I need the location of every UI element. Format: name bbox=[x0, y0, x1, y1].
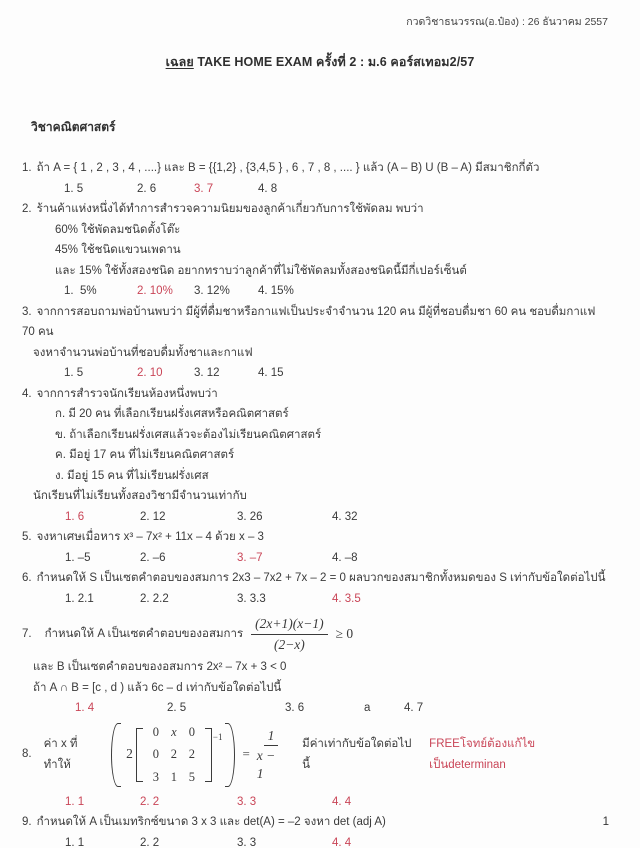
choice: 1. 2.1 bbox=[65, 592, 94, 605]
question-block-7 bbox=[22, 611, 610, 719]
matrix-cell: x bbox=[171, 724, 177, 739]
choices-row bbox=[22, 792, 610, 813]
question-block-4 bbox=[22, 384, 610, 528]
exam-title bbox=[0, 52, 640, 72]
choice: a bbox=[364, 702, 371, 714]
question-text: จากการสอบถามพ่อบ้านพบว่า มีผู้ที่ดื่มชาหรือกาแฟเป็นประจำจำนวน 120 คน มีผู้ที่ชอบดื่มชา 60 คน ชอบดื่มกาแฟ 70 คน bbox=[22, 305, 596, 338]
question-line bbox=[22, 678, 610, 699]
question-text: ค่า x ที่ทำให้ bbox=[43, 738, 78, 771]
question-number: 1. bbox=[22, 162, 32, 174]
header-note: กวดวิชาธนวรรณ(อ.ป๋อง) : 26 ธันวาคม 2557 bbox=[406, 16, 608, 28]
question-text: กำหนดให้ S เป็นเซตคำตอบของสมการ 2x3 – 7x2 + 7x – 2 = 0 ผลบวกของสมาชิกทั้งหมดของ S เท่ากับข้อใดต่อไปนี้ bbox=[36, 572, 606, 584]
choices-row bbox=[22, 589, 610, 610]
choice: 1. 5% bbox=[64, 285, 97, 297]
question-number: 2. bbox=[22, 203, 32, 215]
question-text: ร้านค้าแห่งหนึ่งได้ทำการสำรวจความนิยมของลูกค้าเกี่ยวกับการใช้พัดลม พบว่า bbox=[36, 203, 424, 215]
matrix-cell: 5 bbox=[188, 769, 195, 784]
question-number: 3. bbox=[22, 305, 32, 318]
question-line bbox=[22, 240, 610, 261]
choices-row bbox=[22, 833, 610, 848]
title-answer-key-label: เฉลย bbox=[165, 55, 194, 69]
matrix-expression bbox=[111, 723, 235, 787]
choice: 3. 26 bbox=[237, 510, 263, 523]
question-line bbox=[22, 486, 610, 507]
question-number: 9. bbox=[22, 816, 32, 828]
choice: 4. 3.5 bbox=[332, 592, 361, 605]
choice: 4. –8 bbox=[332, 551, 358, 564]
choice: 3. 3.3 bbox=[237, 592, 266, 605]
choice: 3. –7 bbox=[237, 551, 263, 564]
question-text: มีค่าเท่ากับข้อใดต่อไปนี้ bbox=[302, 738, 412, 771]
matrix-coefficient: 2 bbox=[126, 746, 133, 762]
question-line bbox=[22, 812, 610, 833]
choice: 3. 12% bbox=[194, 285, 230, 297]
question-text: นักเรียนที่ไม่เรียนทั้งสองวิชามีจำนวนเท่ากับ bbox=[33, 490, 247, 502]
choices-row bbox=[22, 281, 610, 302]
choice: 3. 3 bbox=[237, 795, 257, 808]
question-block-9 bbox=[22, 812, 610, 848]
choice: 1. 1 bbox=[65, 795, 85, 808]
choice: 4. 8 bbox=[258, 182, 278, 195]
inequality-relation: ≥ 0 bbox=[335, 625, 354, 641]
choice: 2. 2 bbox=[140, 836, 160, 848]
question-line bbox=[22, 404, 610, 425]
question-text: กำหนดให้ A เป็นเซตคำตอบของอสมการ bbox=[44, 627, 244, 640]
question-line bbox=[22, 158, 610, 179]
choice: 1. 5 bbox=[64, 367, 84, 379]
question-line bbox=[22, 568, 610, 589]
choice: 4. 4 bbox=[332, 795, 352, 808]
question-block-3 bbox=[22, 302, 610, 384]
question-line bbox=[22, 527, 610, 548]
matrix bbox=[143, 723, 205, 787]
question-text: จงหาเศษเมื่อหาร x³ – 7x² + 11x – 4 ด้วย x – 3 bbox=[36, 531, 264, 543]
question-text: ถ้า A = { 1 , 2 , 3 , 4 , ....} และ B = {{1,2} , {3,4,5 } , 6 , 7 , 8 , .... } แล้ว (A – B) U (B – A) มีสมาชิกกี่ตัว bbox=[36, 162, 540, 174]
choice: 4. 7 bbox=[404, 702, 424, 714]
paren-left-icon bbox=[111, 723, 121, 787]
choice: 1. –5 bbox=[65, 551, 91, 564]
question-block-2 bbox=[22, 199, 610, 302]
matrix-cell: 0 bbox=[152, 747, 159, 762]
question-line bbox=[22, 720, 610, 790]
choice: 1. 5 bbox=[64, 182, 84, 195]
matrix-exponent: −1 bbox=[212, 731, 223, 742]
fraction-denominator: (2−x) bbox=[273, 636, 305, 652]
choice: 2. 12 bbox=[140, 510, 166, 523]
question-number: 7. bbox=[22, 627, 32, 640]
question-text: ค. มีอยู่ 17 คน ที่ไม่เรียนคณิตศาสตร์ bbox=[55, 449, 235, 461]
questions-list bbox=[22, 158, 610, 848]
question-line bbox=[22, 199, 610, 220]
bracket-left-icon bbox=[136, 728, 143, 782]
choice: 3. 7 bbox=[194, 182, 214, 195]
question-note: FREEโจทย์ต้องแก้ไขเป็นdeterminan bbox=[429, 738, 536, 771]
question-text: จากการสำรวจนักเรียนห้องหนึ่งพบว่า bbox=[36, 387, 218, 400]
rhs-fraction bbox=[257, 727, 285, 783]
title-rest: TAKE HOME EXAM ครั้งที่ 2 : ม.6 คอร์สเทอม2/57 bbox=[193, 55, 475, 69]
question-text: 45% ใช้ชนิดแขวนเพดาน bbox=[55, 244, 181, 256]
choice: 2. –6 bbox=[140, 551, 166, 564]
choices-row bbox=[22, 363, 610, 384]
choice: 2. 2 bbox=[140, 795, 160, 808]
choice: 4. 15 bbox=[258, 367, 284, 379]
matrix-cell: 0 bbox=[188, 724, 195, 739]
matrix-cell: 0 bbox=[152, 724, 159, 739]
question-text: และ 15% ใช้ทั้งสองชนิด อยากทราบว่าลูกค้าที่ไม่ใช้พัดลมทั้งสองชนิดนี้มีกี่เปอร์เซ็นต์ bbox=[55, 264, 467, 277]
question-line bbox=[22, 261, 610, 282]
bracket-right-icon bbox=[205, 728, 212, 782]
question-text: และ B เป็นเซตคำตอบของอสมการ 2x² – 7x + 3 < 0 bbox=[33, 661, 287, 673]
choice: 4. 15% bbox=[258, 285, 294, 297]
formula-fraction bbox=[251, 615, 327, 653]
question-block-6 bbox=[22, 568, 610, 609]
question-number: 5. bbox=[22, 531, 32, 543]
choice: 2. 2.2 bbox=[140, 592, 169, 605]
question-number: 6. bbox=[22, 572, 32, 584]
question-text: ข. ถ้าเลือกเรียนฝรั่งเศสแล้วจะต้องไม่เรียนคณิตศาสตร์ bbox=[55, 428, 322, 441]
question-line bbox=[22, 445, 610, 466]
matrix-cell: 2 bbox=[188, 747, 195, 762]
matrix-cell: 2 bbox=[170, 747, 177, 762]
choice: 4. 32 bbox=[332, 510, 358, 523]
choices-row bbox=[22, 507, 610, 528]
question-line bbox=[22, 220, 610, 241]
choice: 3. 3 bbox=[237, 836, 257, 848]
equals-sign: = bbox=[242, 746, 250, 762]
question-number: 8. bbox=[22, 748, 32, 761]
question-block-5 bbox=[22, 527, 610, 568]
question-number: 4. bbox=[22, 387, 32, 400]
fraction-numerator: (2x+1)(x−1) bbox=[251, 615, 327, 635]
question-line bbox=[22, 466, 610, 487]
choice: 1. 6 bbox=[65, 510, 85, 523]
choice: 2. 10% bbox=[137, 285, 173, 297]
question-line bbox=[22, 611, 610, 657]
question-line bbox=[22, 302, 610, 343]
choice: 1. 1 bbox=[65, 836, 85, 848]
choice: 3. 12 bbox=[194, 367, 220, 379]
matrix-cell: 3 bbox=[152, 769, 159, 784]
question-text: จงหาจำนวนพ่อบ้านที่ชอบดื่มทั้งชาและกาแฟ bbox=[33, 346, 253, 359]
question-line bbox=[22, 343, 610, 364]
choice: 3. 6 bbox=[285, 702, 305, 714]
choice: 2. 5 bbox=[167, 702, 187, 714]
subject-heading: วิชาคณิตศาสตร์ bbox=[31, 120, 116, 134]
choices-row bbox=[22, 698, 610, 719]
question-block-1 bbox=[22, 158, 610, 199]
choice: 2. 10 bbox=[137, 367, 163, 379]
question-line bbox=[22, 657, 610, 678]
question-text: กำหนดให้ A เป็นเมทริกซ์ขนาด 3 x 3 และ det(A) = –2 จงหา det (adj A) bbox=[36, 816, 386, 828]
choice: 1. 4 bbox=[75, 702, 95, 714]
question-text: ง. มีอยู่ 15 คน ที่ไม่เรียนฝรั่งเศส bbox=[55, 469, 209, 482]
question-text: ก. มี 20 คน ที่เลือกเรียนฝรั่งเศสหรือคณิตศาสตร์ bbox=[55, 408, 289, 420]
choices-row bbox=[22, 548, 610, 569]
fraction-numerator: 1 bbox=[264, 727, 279, 747]
choice: 4. 4 bbox=[332, 836, 352, 848]
question-block-8 bbox=[22, 720, 610, 813]
question-line bbox=[22, 425, 610, 446]
question-line bbox=[22, 384, 610, 405]
choices-row bbox=[22, 179, 610, 200]
page-number: 1 bbox=[602, 816, 609, 828]
matrix-cell: 1 bbox=[170, 769, 177, 784]
question-text: ถ้า A ∩ B = [c , d ) แล้ว 6c – d เท่ากับข้อใดต่อไปนี้ bbox=[33, 681, 282, 694]
choice: 2. 6 bbox=[137, 182, 157, 195]
fraction-denominator: x − 1 bbox=[256, 748, 276, 781]
paren-right-icon bbox=[225, 723, 235, 787]
question-text: 60% ใช้พัดลมชนิดตั้งโต๊ะ bbox=[55, 223, 181, 236]
